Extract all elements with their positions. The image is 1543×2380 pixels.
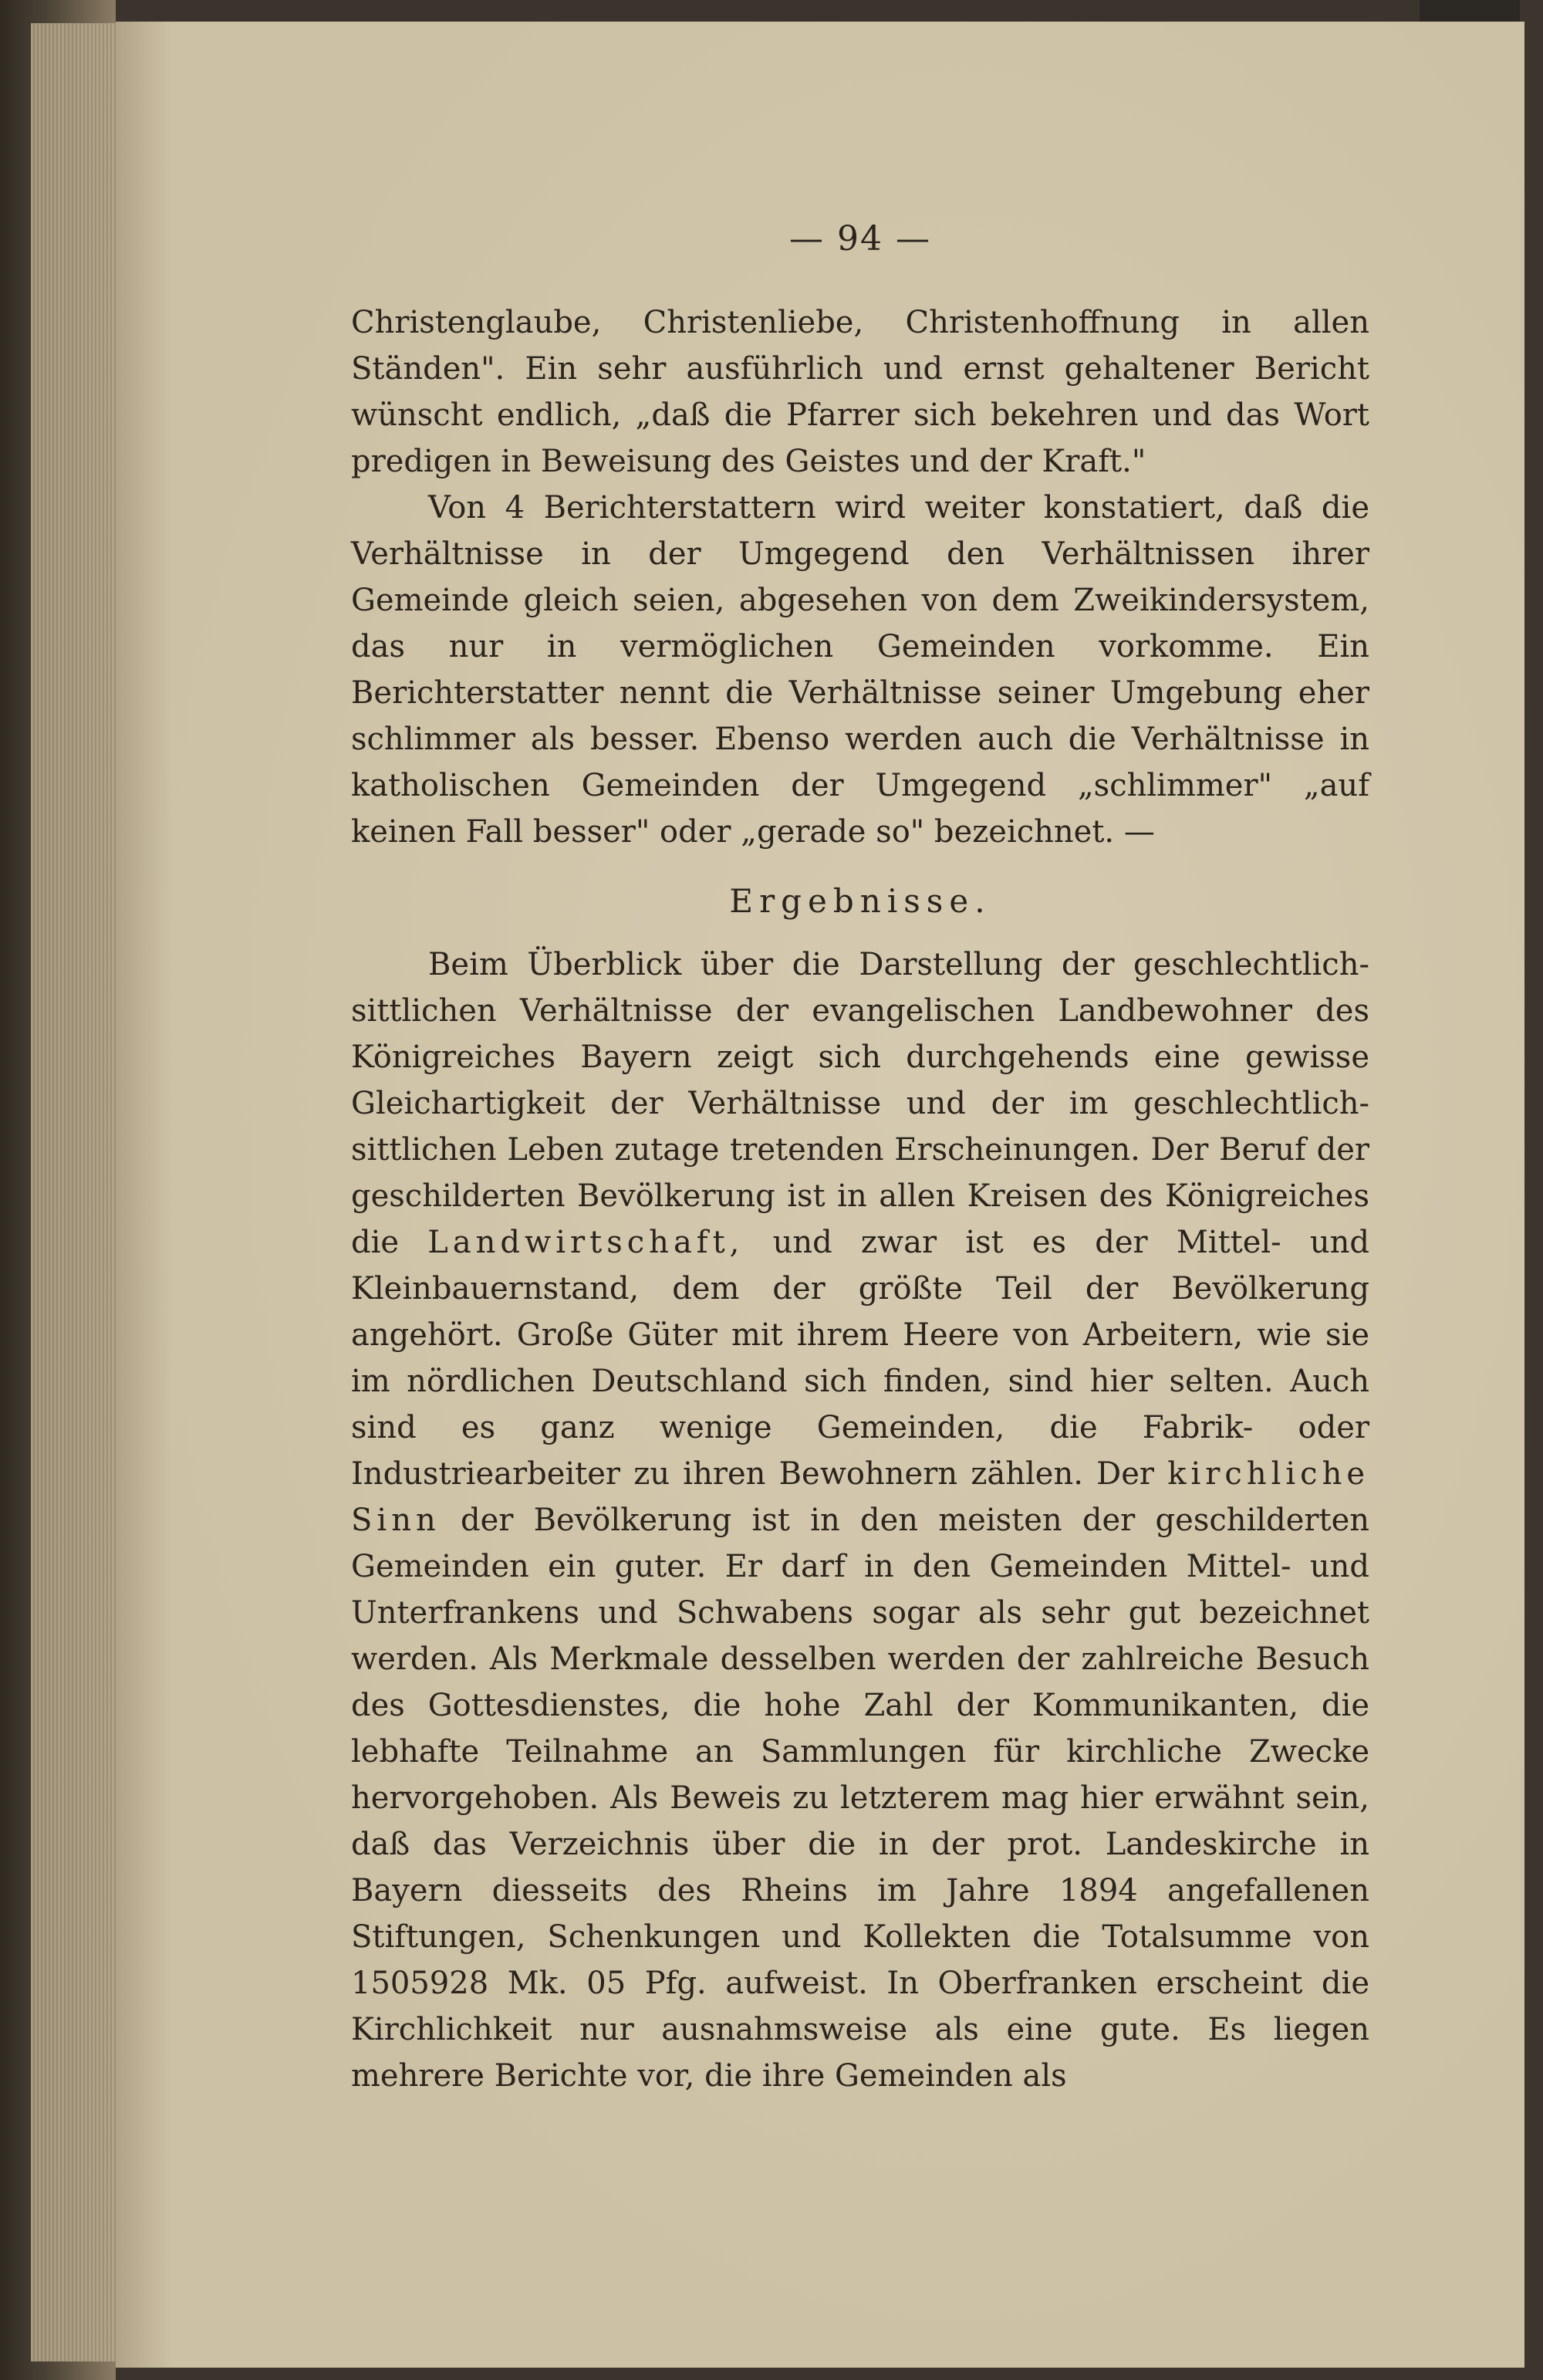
paragraph-2: Von 4 Berichterstattern wird weiter konstatiert, daß die Verhältnisse in der Umgegend den Verhältnissen ihrer Gemeinde gleich seien, abgesehen von dem Zweikindersystem, das nur in vermöglichen Gemeinden vorkomme. Ein Berichterstatter nennt die Verhältnisse seiner Umgebung eher schlimmer als besser. Ebenso werden auch die Verhältnisse in katholischen Gemeinden der Umgegend „schlimmer" „auf keinen Fall besser" oder „gerade so" bezeichnet. — <box>351 490 1369 850</box>
paragraph-3 <box>351 942 1369 2099</box>
page-edges <box>31 23 123 2361</box>
page-number: — 94 — <box>789 219 931 259</box>
paragraph-3-emphasis-2: kirchliche Sinn <box>351 1456 1370 1538</box>
page-text <box>351 216 1369 2099</box>
paragraph-3-part3: der Bevölkerung ist in den meisten der geschilderten Gemeinden ein guter. Er darf in den Gemeinden Mittel- und Unterfrankens und Schwabens sogar als sehr gut bezeichnet werden. Als Merkmale desselben werden der zahlreiche Besuch des Gottesdienstes, die hohe Zahl der Kommunikanten, die lebhafte Teilnahme an Sammlungen für kirchliche Zwecke hervorgehoben. Als Beweis zu letzterem mag hier erwähnt sein, daß das Verzeichnis über die in der prot. Landeskirche in Bayern diesseits des Rheins im Jahre 1894 angefallenen Stiftungen, Schenkungen und Kollekten die Totalsumme von 1505928 Mk. 05 Pfg. aufweist. In Oberfranken erscheint die Kirchlichkeit nur ausnahmsweise als eine gute. Es liegen mehrere Berichte vor, die ihre Gemeinden als <box>351 1503 1369 2094</box>
paragraph-3-emphasis-1: Landwirtschaft, <box>427 1225 744 1260</box>
paragraph-1: Christenglaube, Christenliebe, Christenhoffnung in allen Ständen". Ein sehr ausführlich und ernst gehaltener Bericht wünscht endlich, „daß die Pfarrer sich bekehren und das Wort predigen in Beweisung des Geistes und der Kraft." <box>351 305 1369 479</box>
paragraph-3-part2: und zwar ist es der Mittel- und Kleinbauernstand, dem der größte Teil der Bevölkerung angehört. Große Güter mit ihrem Heere von Arbeitern, wie sie im nördlichen Deutschland sich finden, sind hier selten. Auch sind es ganz wenige Gemeinden, die Fabrik- oder Industriearbeiter zu ihren Bewohnern zählen. Der <box>351 1225 1369 1492</box>
section-heading: Ergebnisse. <box>729 882 991 920</box>
paragraph-3-part1: Beim Überblick über die Darstellung der geschlechtlich-sittlichen Verhältnisse der evangelischen Landbewohner des Königreiches Bayern zeigt sich durchgehends eine gewisse Gleichartigkeit der Verhältnisse und der im geschlechtlich-sittlichen Leben zutage tretenden Erscheinungen. Der Beruf der geschilderten Bevölkerung ist in allen Kreisen des Königreiches die <box>351 947 1369 1260</box>
